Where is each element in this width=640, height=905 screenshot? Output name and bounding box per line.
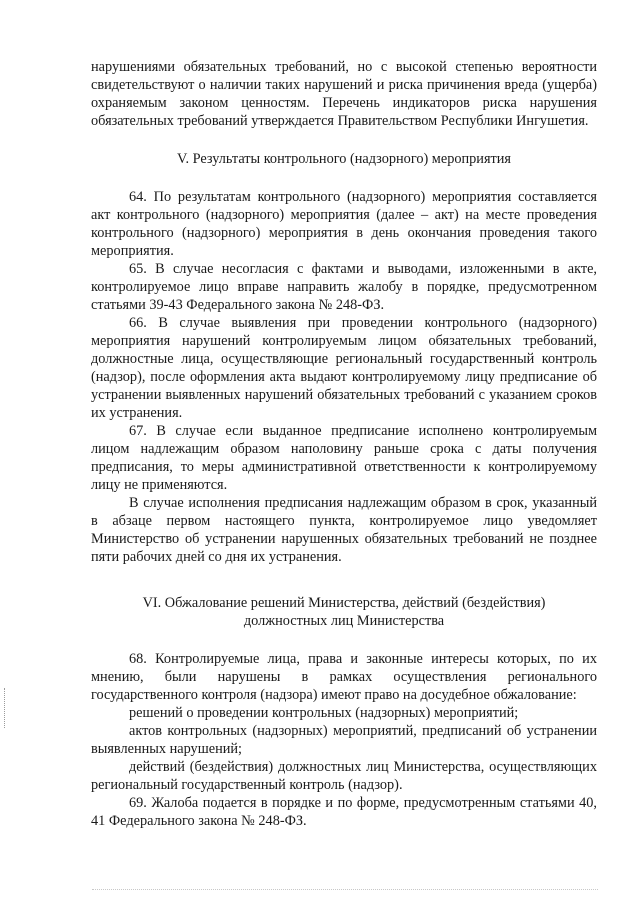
paragraph-65: 65. В случае несогласия с фактами и выводами, изложенными в акте, контролируемое лицо вправе направить жалобу в порядке, предусмотренном статьями 39-43 Федерального закона № 248-ФЗ. [91,261,597,313]
paragraph-67-continuation: В случае исполнения предписания надлежащим образом в срок, указанный в абзаце первом настоящего пункта, контролируемое лицо уведомляет Министерство об устранении нарушенных обязательных требований не позднее пяти рабочих дней со дня их устранения. [91,495,597,565]
list-item-decisions: решений о проведении контрольных (надзорных) мероприятий; [129,705,519,721]
section-6-heading-line-1: VI. Обжалование решений Министерства, действий (бездействия) [142,595,546,611]
spacer [91,168,597,188]
section-5-heading: V. Результаты контрольного (надзорного) мероприятия [177,151,511,167]
paragraph-68: 68. Контролируемые лица, права и законные интересы которых, по их мнению, были нарушены в рамках осуществления регионального государственного контроля (надзора) имеют право на досудебное обжалование: [91,651,597,703]
scan-edge-mark [4,688,6,728]
spacer [91,566,597,594]
spacer [91,630,597,650]
paragraph-66: 66. В случае выявления при проведении контрольного (надзорного) мероприятия нарушений контролируемым лицом обязательных требований, должностные лица, осуществляющие региональный государственный контроль (надзор), после оформления акта выдают контролируемому лицу предписание об устранении выявленных нарушений обязательных требований с указанием сроков их устранения. [91,315,597,421]
scan-bottom-line [92,889,598,890]
paragraph-69: 69. Жалоба подается в порядке и по форме, предусмотренным статьями 40, 41 Федерального закона № 248-ФЗ. [91,795,597,829]
paragraph-67: 67. В случае если выданное предписание исполнено контролируемым лицом надлежащим образом наполовину раньше срока с даты получения предписания, то меры административной ответственности к контролируемому лицу не применяются. [91,423,597,493]
paragraph-64: 64. По результатам контрольного (надзорного) мероприятия составляется акт контрольного (надзорного) мероприятия (далее – акт) на месте проведения контрольного (надзорного) мероприятия в день окончания проведения такого мероприятия. [91,189,597,259]
list-item-actions: действий (бездействия) должностных лиц Министерства, осуществляющих региональный государственный контроль (надзор). [91,759,597,793]
list-item-acts: актов контрольных (надзорных) мероприятий, предписаний об устранении выявленных нарушений; [91,723,597,757]
spacer [91,130,597,150]
page-content [91,58,597,830]
section-6-heading-line-2: должностных лиц Министерства [243,613,445,629]
intro-paragraph: нарушениями обязательных требований, но с высокой степенью вероятности свидетельствуют о наличии таких нарушений и риска причинения вреда (ущерба) охраняемым законом ценностям. Перечень индикаторов риска нарушения обязательных требований утверждается Правительством Республики Ингушетия. [91,59,597,129]
